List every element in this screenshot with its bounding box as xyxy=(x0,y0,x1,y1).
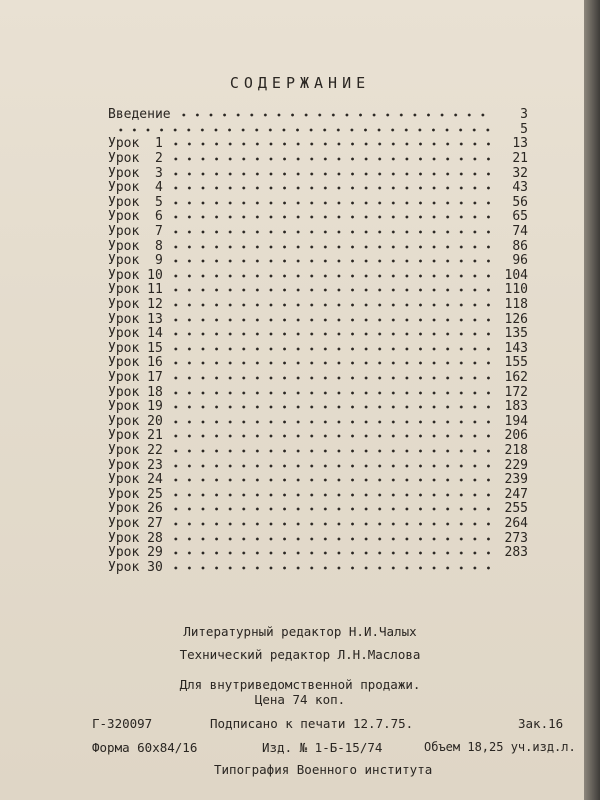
dot-leader xyxy=(169,347,492,351)
toc-entry-page: 65 xyxy=(512,209,528,225)
toc-entry-page: 183 xyxy=(504,399,528,415)
toc-entry-label: Урок 24 xyxy=(108,472,163,488)
dot-leader xyxy=(169,464,492,468)
toc-entry-label: Урок 8 xyxy=(108,238,163,254)
toc-entry xyxy=(108,196,528,211)
dot-leader xyxy=(169,318,492,322)
dot-leader xyxy=(169,405,492,409)
toc-entry xyxy=(108,356,528,371)
dot-leader xyxy=(169,332,492,336)
dot-leader xyxy=(169,434,492,438)
dot-leader xyxy=(169,172,492,176)
toc-entry-label: Урок 16 xyxy=(108,355,163,371)
toc-entry-label: Урок 18 xyxy=(108,384,163,400)
toc-entry xyxy=(108,560,528,575)
dot-leader xyxy=(169,420,492,424)
toc-entry-label: Урок 29 xyxy=(108,545,163,561)
toc-entry-page: 126 xyxy=(504,311,528,327)
toc-entry-label: Урок 7 xyxy=(108,224,163,240)
dot-leader xyxy=(169,522,492,526)
toc-entry-label: Введение xyxy=(108,107,171,123)
toc-entry-page: 110 xyxy=(504,282,528,298)
toc-entry-page: 239 xyxy=(504,472,528,488)
dot-leader xyxy=(169,376,492,380)
toc-entry-label: Урок 13 xyxy=(108,311,163,327)
toc-entry xyxy=(108,473,528,488)
table-of-contents xyxy=(108,108,528,575)
toc-entry-label: Урок 6 xyxy=(108,209,163,225)
toc-entry xyxy=(108,502,528,517)
dot-leader xyxy=(169,288,492,292)
dot-leader xyxy=(169,201,492,205)
dot-leader xyxy=(169,493,492,497)
toc-entry-label: Урок 12 xyxy=(108,297,163,313)
dot-leader xyxy=(169,361,492,365)
toc-entry xyxy=(108,429,528,444)
toc-entry-page: 96 xyxy=(512,253,528,269)
toc-entry xyxy=(108,342,528,357)
literary-editor: Литературный редактор Н.И.Чалых xyxy=(183,624,417,639)
dot-leader xyxy=(169,230,492,234)
toc-entry xyxy=(108,327,528,342)
volume: Объем 18,25 уч.изд.л. xyxy=(424,740,576,754)
toc-entry-page: 135 xyxy=(504,326,528,342)
toc-entry-page: 74 xyxy=(512,224,528,240)
toc-entry-page: 247 xyxy=(504,486,528,502)
toc-entry-page: 172 xyxy=(504,384,528,400)
toc-entry-label: Урок 4 xyxy=(108,180,163,196)
dot-leader xyxy=(169,186,492,190)
publication-number: Изд. № 1-Б-15/74 xyxy=(262,740,383,755)
dot-leader xyxy=(169,507,492,511)
dot-leader xyxy=(169,449,492,453)
toc-entry-label: Урок 23 xyxy=(108,457,163,473)
price: Цена 74 коп. xyxy=(254,692,346,707)
toc-entry-label: Урок 1 xyxy=(108,136,163,152)
toc-entry xyxy=(108,414,528,429)
technical-editor: Технический редактор Л.Н.Маслова xyxy=(179,647,421,662)
dot-leader xyxy=(169,142,492,146)
toc-entry-page: 5 xyxy=(520,121,528,137)
toc-entry xyxy=(108,123,528,138)
toc-entry xyxy=(108,108,528,123)
dot-leader xyxy=(114,128,492,132)
toc-entry xyxy=(108,254,528,269)
toc-entry-label: Урок 26 xyxy=(108,501,163,517)
dot-leader xyxy=(169,551,492,555)
toc-entry xyxy=(108,444,528,459)
distribution-note: Для внутриведомственной продажи. xyxy=(179,677,421,692)
toc-entry xyxy=(108,400,528,415)
toc-entry-label: Урок 14 xyxy=(108,326,163,342)
printer: Типография Военного института xyxy=(214,762,433,777)
toc-entry-page: 206 xyxy=(504,428,528,444)
toc-entry-label: Урок 17 xyxy=(108,369,163,385)
order-number: Зак.16 xyxy=(518,716,564,731)
toc-entry xyxy=(108,225,528,240)
toc-entry-label: Урок 28 xyxy=(108,530,163,546)
toc-entry xyxy=(108,385,528,400)
toc-entry-label: Урок 19 xyxy=(108,399,163,415)
toc-entry-page: 155 xyxy=(504,355,528,371)
signed-date: Подписано к печати 12.7.75. xyxy=(210,716,414,731)
dot-leader xyxy=(169,478,492,482)
toc-entry xyxy=(108,546,528,561)
toc-entry-label: Урок 5 xyxy=(108,194,163,210)
toc-entry-page: 43 xyxy=(512,180,528,196)
toc-entry-page: 32 xyxy=(512,165,528,181)
toc-entry xyxy=(108,458,528,473)
toc-entry xyxy=(108,210,528,225)
catalog-code: Г-320097 xyxy=(92,716,153,731)
toc-entry xyxy=(108,283,528,298)
toc-entry xyxy=(108,371,528,386)
dot-leader xyxy=(169,303,492,307)
toc-entry-page: 118 xyxy=(504,297,528,313)
toc-entry-page: 162 xyxy=(504,369,528,385)
dot-leader xyxy=(169,259,492,263)
toc-entry-label: Урок 9 xyxy=(108,253,163,269)
toc-entry-page: 283 xyxy=(504,545,528,561)
toc-entry-page: 255 xyxy=(504,501,528,517)
toc-entry-page: 218 xyxy=(504,442,528,458)
toc-entry xyxy=(108,152,528,167)
toc-entry-page: 21 xyxy=(512,151,528,167)
toc-entry-page: 13 xyxy=(512,136,528,152)
toc-entry xyxy=(108,517,528,532)
toc-entry-label: Урок 25 xyxy=(108,486,163,502)
toc-entry-label: Урок 10 xyxy=(108,267,163,283)
dot-leader xyxy=(169,274,492,278)
toc-entry-label: Урок 27 xyxy=(108,515,163,531)
toc-entry-page: 273 xyxy=(504,530,528,546)
toc-entry-page: 229 xyxy=(504,457,528,473)
dot-leader xyxy=(169,215,492,219)
toc-entry-label: Урок 11 xyxy=(108,282,163,298)
toc-entry xyxy=(108,239,528,254)
toc-entry xyxy=(108,137,528,152)
dot-leader xyxy=(169,391,492,395)
toc-entry xyxy=(108,487,528,502)
toc-entry xyxy=(108,181,528,196)
toc-entry xyxy=(108,312,528,327)
toc-entry-label: Урок 15 xyxy=(108,340,163,356)
toc-entry xyxy=(108,298,528,313)
dot-leader xyxy=(169,537,492,541)
toc-entry-page: 56 xyxy=(512,194,528,210)
paper-format: Форма 60х84/16 xyxy=(92,740,198,755)
toc-entry-page: 86 xyxy=(512,238,528,254)
toc-entry-page: 264 xyxy=(504,515,528,531)
toc-entry-label: Урок 3 xyxy=(108,165,163,181)
toc-entry-label: Урок 20 xyxy=(108,413,163,429)
toc-entry xyxy=(108,166,528,181)
contents-title: СОДЕРЖАНИЕ xyxy=(229,74,371,92)
toc-entry-label: Урок 22 xyxy=(108,442,163,458)
toc-entry xyxy=(108,531,528,546)
toc-entry-label: Урок 2 xyxy=(108,151,163,167)
toc-entry-page: 194 xyxy=(504,413,528,429)
toc-entry-page: 3 xyxy=(520,107,528,123)
toc-entry-label: Урок 21 xyxy=(108,428,163,444)
toc-entry-label: Урок 30 xyxy=(108,559,163,575)
dot-leader xyxy=(169,245,492,249)
dot-leader xyxy=(169,566,492,570)
toc-entry-page: 104 xyxy=(504,267,528,283)
toc-entry-page: 143 xyxy=(504,340,528,356)
dot-leader xyxy=(177,113,492,117)
toc-entry xyxy=(108,269,528,284)
dot-leader xyxy=(169,157,492,161)
